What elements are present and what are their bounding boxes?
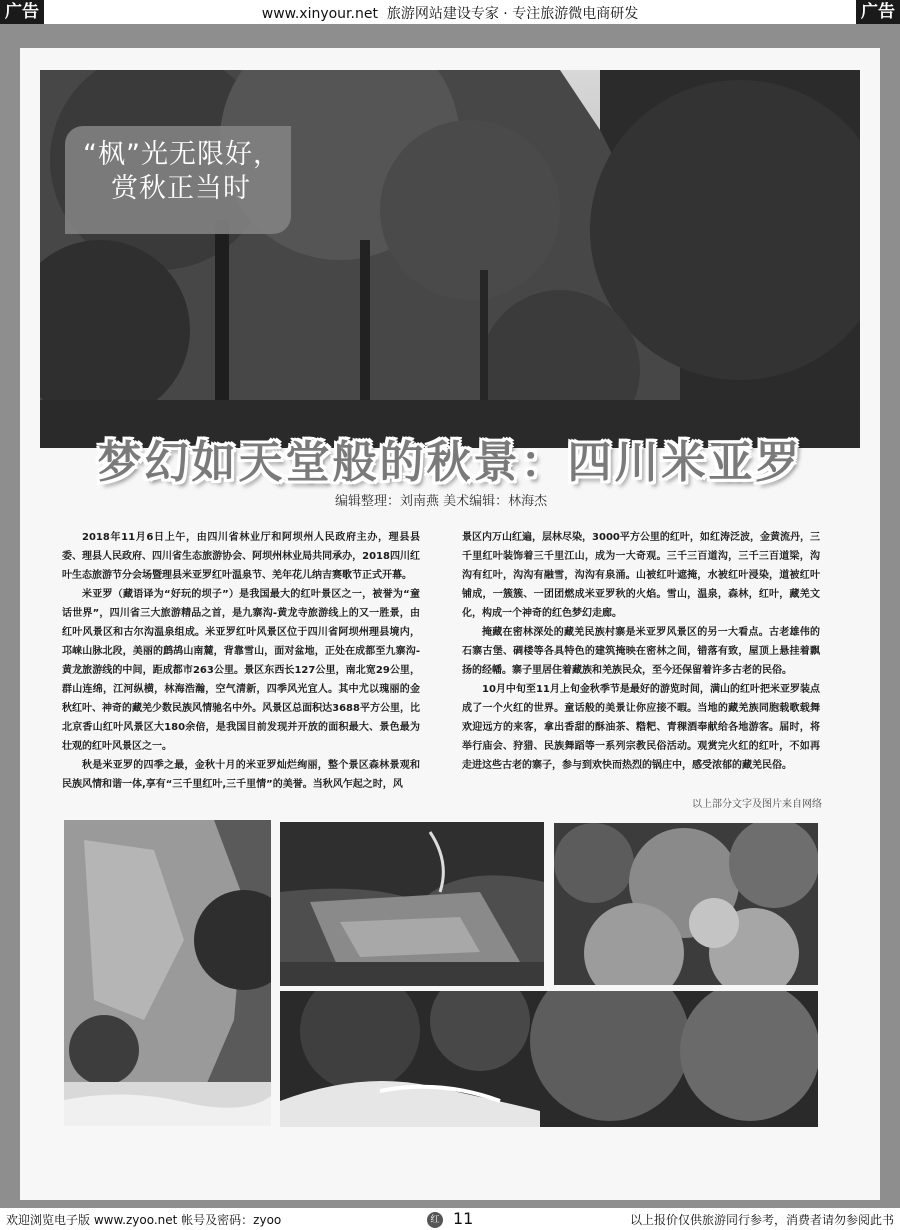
slogan-line-1: “枫”光无限好， [83, 139, 281, 170]
article-column-right [462, 528, 820, 775]
paragraph: 米亚罗（藏语译为“好玩的坝子”）是我国最大的红叶景区之一，被誉为“童话世界”，四川省三大旅游精品之首，是九寨沟-黄龙寺旅游线上的又一胜景，由红叶风景区和古尔沟温泉组成。米亚罗红叶风景区位于四川省阿坝州理县境内，邛崃山脉北段，美丽的鹧鸪山南麓，背靠雪山，面对盆地，正处在成都至九寨沟-黄龙旅游线的中间，距成都市263公里。景区东西长127公里，南北宽29公里，群山连绵，江河纵横，林海浩瀚，空气清新，四季风光宜人。其中尤以瑰丽的金秋红叶、神奇的藏羌少数民族风情驰名中外。风景区总面积达3688平方公里，比北京香山红叶风景区大180余倍，是我国目前发现并开放的面积最大、景色最为壮观的红叶风景区之一。 [62, 589, 420, 752]
article-title: 梦幻如天堂般的秋景：四川米亚罗 [97, 437, 803, 488]
photo-river-forest [280, 991, 818, 1127]
editor-credits: 编辑整理：刘南燕 美术编辑：林海杰 [335, 494, 548, 509]
source-credit: 以上部分文字及图片来自网络 [692, 799, 822, 810]
magazine-page [20, 48, 880, 1200]
paragraph: 景区内万山红遍，层林尽染，3000平方公里的红叶，如红涛泛波，金黄流丹，三千里红叶装饰着三千里江山，成为一大奇观。三千三百道沟，三千三百道梁，沟沟有红叶，沟沟有融雪，沟沟有泉涌。山被红叶遮掩，水被红叶浸染，道被红叶铺成，一簇簇、一团团燃成米亚罗秋的火焰。雪山，温泉，森林，红叶，藏羌文化，构成一个神奇的红色梦幻走廊。 [462, 532, 820, 619]
paragraph: 2018年11月6日上午，由四川省林业厅和阿坝州人民政府主办，理县县委、理县人民政府、四川省生态旅游协会、阿坝州林业局共同承办，2018四川红叶生态旅游节分会场暨理县米亚罗红叶温泉节、羌年花儿纳吉赛歌节正式开幕。 [62, 532, 420, 581]
village-image [280, 822, 544, 986]
page-number-block [427, 1209, 473, 1228]
site-tagline: 旅游网站建设专家 · 专注旅游微电商研发 [386, 6, 639, 22]
ad-label-right: 广告 [856, 0, 900, 24]
cliff-image [64, 820, 271, 1126]
paragraph: 10月中旬至11月上旬金秋季节是最好的游览时间，满山的红叶把米亚罗装点成了一个火红的世界。童话般的美景让你应接不暇。当地的藏羌族同胞载歌载舞欢迎远方的来客，拿出香甜的酥油茶、糌粑、青稞酒奉献给各地游客。届时，将举行庙会、狩猎、民族舞蹈等一系列宗教民俗活动。观赏完火红的红叶，不如再走进这些古老的寨子，参与到欢快而热烈的锅庄中，感受浓郁的藏羌民俗。 [462, 684, 820, 771]
forest-slope-image [554, 823, 818, 985]
ad-label-left: 广告 [0, 0, 44, 24]
bottom-bar [0, 1208, 900, 1230]
paragraph: 掩藏在密林深处的藏羌民族村寨是米亚罗风景区的另一大看点。古老雄伟的石寨古堡、碉楼等各具特色的建筑掩映在密林之间，错落有致，屋顶上悬挂着飘扬的经幡。寨子里居住着藏族和羌族民众，至今还保留着许多古老的民俗。 [462, 627, 820, 676]
photo-cliff-river [64, 820, 271, 1126]
top-banner [0, 0, 900, 24]
slogan-box [65, 126, 291, 234]
footer-site-info[interactable]: 欢迎浏览电子版 www.zyoo.net 帐号及密码：zyoo [6, 1213, 282, 1227]
paragraph: 秋是米亚罗的四季之最，金秋十月的米亚罗灿烂绚丽，整个景区森林景观和民族风情和谐一体,享有“三千里红叶,三千里情”的美誉。当秋风乍起之时，风 [62, 760, 420, 790]
page-number: 11 [453, 1209, 474, 1228]
footer-disclaimer: 以上报价仅供旅游同行参考，消费者请勿参阅此书 [629, 1213, 894, 1227]
article-column-left [62, 528, 420, 794]
photo-village-valley [280, 822, 544, 986]
photo-forest-slope [554, 823, 818, 985]
site-header-line [0, 3, 900, 23]
river-image [280, 991, 818, 1127]
site-url[interactable]: www.xinyour.net [261, 6, 378, 22]
slogan-line-2: 赏秋正当时 [111, 173, 251, 204]
page-badge-icon: 红 [427, 1212, 443, 1228]
